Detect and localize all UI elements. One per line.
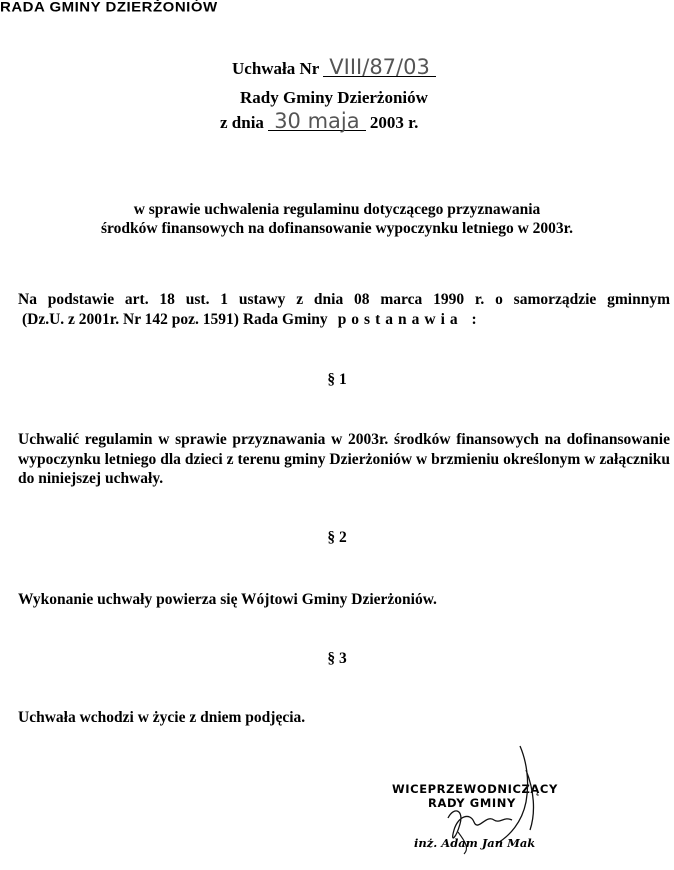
subject-line-2: środków finansowych na dofinansowanie wypoczynku letniego w 2003r. (101, 220, 573, 237)
legal-basis-line-1: Na podstawie art. 18 ust. 1 ustawy z dnia 08 marca 1990 r. o samorządzie gminnym (18, 291, 670, 308)
date-prefix: z dnia (220, 113, 264, 132)
subject-line-1: w sprawie uchwalenia regulaminu dotyczącego przyznawania (133, 201, 541, 218)
section-1-label: § 1 (327, 371, 347, 388)
resolution-prefix: Uchwała Nr (232, 59, 320, 78)
signatory-body: RADY GMINY (428, 796, 516, 810)
section-1-text: Uchwalić regulamin w sprawie przyznawania w 2003r. środków finansowych na dofinansowanie wypoczynku letniego dla dzieci z terenu gminy Dzierżoniów w brzmieniu określonym w załączniku do niniejszej uchwały. (18, 431, 670, 487)
legal-basis-citation: (Dz.U. z 2001r. Nr 142 poz. 1591) Rada Gminy (22, 310, 328, 328)
signatory-role: WICEPRZEWODNICZĄCY (392, 782, 558, 796)
resolution-number-line (232, 55, 436, 79)
section-2-text: Wykonanie uchwały powierza się Wójtowi Gminy Dzierżoniów. (18, 591, 437, 608)
section-2-label: § 2 (327, 529, 347, 546)
resolution-subject (0, 200, 674, 238)
resolution-year: 2003 r. (369, 113, 419, 132)
section-3-text: Uchwała wchodzi w życie z dniem podjęcia. (18, 709, 306, 726)
decides-word: postanawia : (337, 310, 482, 328)
signatory-name: inż. Adam Jan Mak (414, 836, 536, 850)
council-stamp-header: RADA GMINY DZIERŻONIÓW (0, 0, 218, 16)
council-name: Rady Gminy Dzierżoniów (240, 88, 428, 107)
resolution-date: 30 maja (268, 112, 365, 131)
resolution-number: VIII/87/03 (323, 58, 436, 77)
section-3-label: § 3 (327, 650, 347, 667)
legal-basis (18, 290, 670, 329)
legal-basis-line-2 (18, 310, 670, 330)
resolution-date-line (220, 109, 419, 133)
